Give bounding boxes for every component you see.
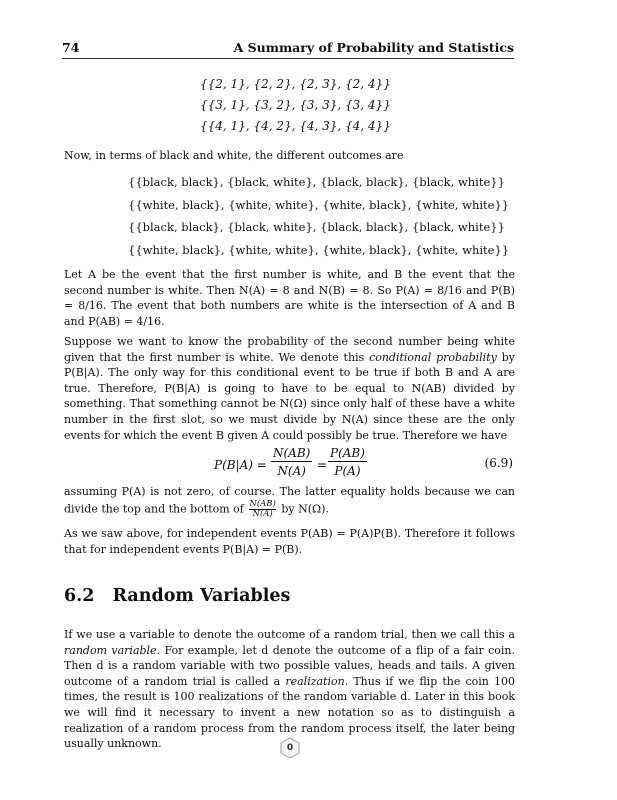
random-variables-paragraph [64, 627, 515, 752]
black-white-outcomes [128, 171, 509, 261]
fraction-numerator: N(AB) [273, 446, 311, 460]
text-span: If we use a variable to denote the outcome of a random trial, then we call this a [64, 628, 515, 641]
fraction-p-ab-over-p-a [328, 446, 367, 478]
fraction-denominator: N(A) [277, 464, 306, 478]
page-badge [279, 737, 301, 759]
page-badge-label: 0 [286, 743, 294, 753]
term-realization: realization [285, 674, 345, 688]
equation-6-9 [64, 446, 515, 486]
bw-row: {{white, black}, {white, white}, {white, black}, {white, white}} [128, 242, 510, 257]
assuming-paragraph [64, 484, 515, 519]
fraction-numerator: N(AB) [249, 498, 276, 509]
fraction-denominator: N(A) [252, 508, 273, 519]
term-random-variable: random variable [64, 643, 157, 657]
text-span: by N(Ω). [281, 502, 329, 516]
text-span: assuming P(A) is not zero, of course. The latter equality holds because we can divide the top and the bottom of [64, 485, 515, 516]
intro-bw-paragraph: Now, in terms of black and white, the different outcomes are [64, 149, 404, 162]
bw-row: {{black, black}, {black, white}, {black, black}, {black, white}} [128, 220, 505, 234]
text-span: . Thus if we flip the coin 100 times, the result is 100 realizations of the random variable d. Later in this book we will find it necessary to invent a new notation so as to distinguish a realization of a random process from the random process itself, the later being usually unknown. [64, 674, 515, 751]
pair-row: {{2, 1}, {2, 2}, {2, 3}, {2, 4}} [200, 77, 391, 91]
section-title: Random Variables [112, 586, 291, 606]
term-conditional-probability: conditional probability [369, 350, 497, 364]
bw-row: {{black, black}, {black, white}, {black, black}, {black, white}} [128, 175, 505, 189]
running-header [62, 40, 514, 55]
page-number: 74 [62, 40, 80, 55]
pair-row: {{3, 1}, {3, 2}, {3, 3}, {3, 4}} [200, 98, 391, 112]
fraction-denominator: P(A) [334, 464, 361, 478]
fraction-numerator: P(AB) [330, 446, 365, 460]
events-paragraph: Let A be the event that the first number is white, and B the event that the second number is white. Then N(A) = 8 and N(B) = 8. So P(A) = 8/16 and P(B) = 8/16. The event that both numbers are white is the intersection of A and B and P(AB) = 4/16. [64, 268, 515, 328]
bw-row: {{white, black}, {white, white}, {white, black}, {white, white}} [128, 197, 510, 212]
pair-row: {{4, 1}, {4, 2}, {4, 3}, {4, 4}} [200, 119, 391, 133]
equation-number: (6.9) [484, 456, 513, 470]
outcome-pairs [200, 74, 391, 137]
text-span: . For example, let d denote the outcome of a flip of a fair coin. Then d is a random variable with two possible values, heads and tails. A given outcome of a random trial is called a [64, 643, 515, 688]
equation-lhs: P(B|A) = [214, 458, 267, 472]
text-span: by P(B|A). The only way for this conditional event to be true if both B and A are true. Therefore, P(B|A) is going to have to be equal to N(AB) divided by something. That something cannot be N(Ω) since only half of these have a white number in the first slot, so we must divide by N(A) since these are the only events for which the event B given A could possibly be true. Therefore we have [64, 350, 515, 442]
section-heading [64, 586, 290, 606]
text-span: Suppose we want to know the probability of the second number being white given that the first number is white. We denote this [64, 335, 515, 364]
header-rule [62, 58, 514, 59]
conditional-paragraph [64, 334, 515, 443]
section-number: 6.2 [64, 586, 95, 606]
independent-paragraph: As we saw above, for independent events P(AB) = P(A)P(B). Therefore it follows that for independent events P(B|A) = P(B). [64, 527, 515, 556]
inline-fraction [249, 500, 275, 519]
running-title: A Summary of Probability and Statistics [233, 40, 514, 55]
fraction-n-ab-over-n-a [271, 446, 312, 478]
equals-sign: = [317, 458, 328, 472]
